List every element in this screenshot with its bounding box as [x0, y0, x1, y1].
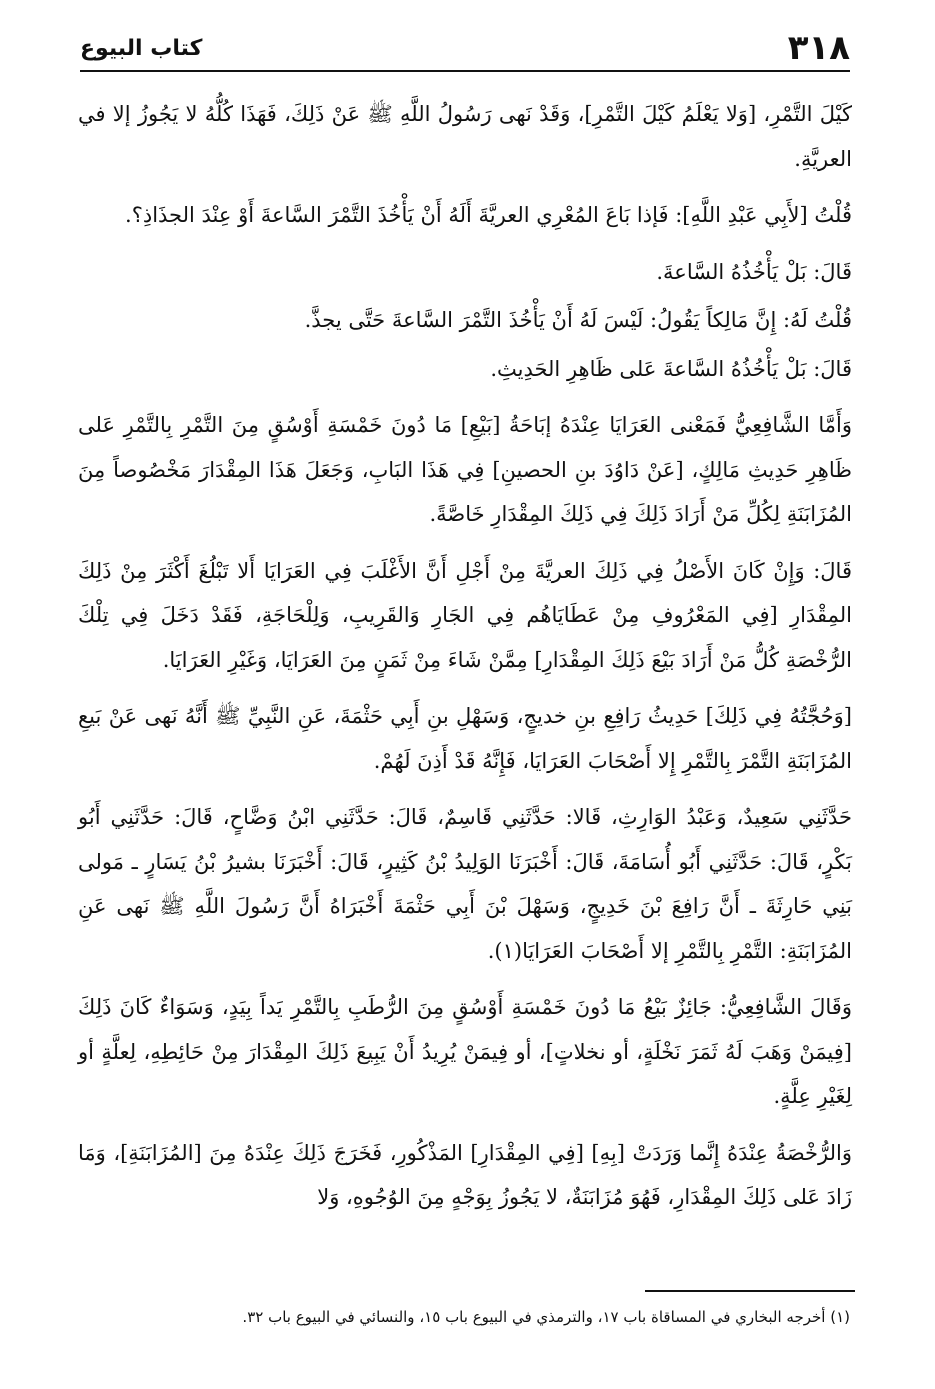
paragraph: حَدَّثَنِي سَعِيدٌ، وَعَبْدُ الوَارِثِ، قَالا: حَدَّثَنِي قَاسِمٌ، قَالَ: حَدَّثَنِي ابْنُ وَضَّاحٍ، قَالَ: حَدَّثَنِي أَبُو بَكْرٍ، قَالَ: حَدَّثَنِي أَبُو أُسَامَةَ، قَالَ: أَخْبَرَنَا الوَلِيدُ بْنُ كَثِيرٍ، قَالَ: أَخْبَرَنَا بشيرُ بْنُ يَسَارٍ ـ مَولى بَنِي حَارِثَةَ ـ أَنَّ رَافِعَ بْنَ خَدِيجٍ، وَسَهْلَ بْنَ أَبِي حَثْمَةَ أَخْبَرَاهُ أَنَّ رَسُولَ اللَّهِ ﷺ نَهى عَنِ المُزَابَنَةِ: التَّمْرِ بِالتَّمْرِ إلا أَصْحَابَ العَرَايَا(١).: [78, 805, 852, 963]
page-header: [80, 26, 850, 72]
paragraph: قُلْتُ لَهُ: إِنَّ مَالِكاً يَقُولُ: لَيْسَ لَهُ أَنْ يَأْخُذَ التَّمْرَ السَّاعةَ حَتَّى يجذَّ.: [304, 308, 852, 332]
paragraph: وَأَمَّا الشَّافِعِيُّ فَمَعْنى العَرَايَا عِنْدَهُ إبَاحَةُ [بَيْعِ] مَا دُونَ خَمْسَةِ أَوْسُقٍ مِنَ التَّمْرِ بِالتَّمْرِ عَلى ظَاهِرِ حَدِيثِ مَالِكٍ، [عَنْ دَاوُدَ بنِ الحصينِ] فِي هَذَا البَابِ، وَجَعَلَ هَذَا المِقْدَارَ مَخْصُوصاً مِنَ المُزَابَنَةِ لِكُلِّ مَنْ أَرَادَ ذَلِكَ فِي ذَلِكَ المِقْدَارِ خَاصَّةً.: [78, 413, 852, 526]
footnote: (١) أخرجه البخاري في المساقاة باب ١٧، والترمذي في البيوع باب ١٥، والنسائي في البيوع باب ٣٢.: [242, 1308, 850, 1326]
paragraph: قَالَ: وَإِنْ كَانَ الأَصْلُ فِي ذَلِكَ العريَّةَ مِنْ أَجْلِ أَنَّ الأَغْلَبَ فِي العَرَايَا أَلا تَبْلُغَ أَكْثَرَ مِنْ ذَلِكَ المِقْدَارِ [فِي المَعْرُوفِ مِنْ عَطَايَاهُم فِي الجَارِ وَالقَرِيبِ، وَلِلْحَاجَةِ، فَقَدْ دَخَلَ فِي تِلْكَ الرُّخْصَةِ كُلُّ مَنْ أَرَادَ بَيْعَ ذَلِكَ المِقْدَارِ] مِمَّنْ شَاءَ مِنْ ثَمَنٍ مِنَ العَرَايَا، وَغَيْرِ العَرَايَا.: [78, 558, 852, 672]
paragraph: [وَحُجَّتُهُ فِي ذَلِكَ] حَدِيثُ رَافِعِ بنِ خديجٍ، وَسَهْلِ بنِ أَبِي حَثْمَةَ، عَنِ النَّبِيِّ ﷺ أَنَّهُ نَهى عَنْ بَيعِ المُزَابَنَةِ التَّمْرَ بِالتَّمْرِ إِلا أَصْحَابَ العَرَايَا، فَإِنَّهُ قَدْ أَذِنَ لَهُمْ.: [78, 704, 852, 773]
main-text: [78, 92, 852, 1232]
page-number: ٣١٨: [787, 28, 850, 68]
running-title: كتاب البيوع: [80, 35, 203, 61]
paragraph: قَالَ: بَلْ يَأْخُذُهُ السَّاعةَ عَلى ظَاهِرِ الحَدِيثِ.: [490, 356, 852, 381]
paragraph: وَالرُّخْصَةُ عِنْدَهُ إِنَّما وَرَدَتْ [بِهِ] [فِي المِقْدَارِ] المَذْكُورِ، فَخَرَجَ ذَلِكَ عِنْدَهُ مِنَ [المُزَابَنَةِ]، وَمَا زَادَ عَلى ذَلِكَ المِقْدَارِ، فَهُوَ مُزَابَنَةٌ، لا يَجُوزُ بِوَجْهٍ مِنَ الوُجُوهِ، وَلا: [78, 1140, 852, 1209]
paragraph: كَيْلَ التَّمْرِ، [وَلا يَعْلَمُ كَيْلَ التَّمْرِ]، وَقَدْ نَهى رَسُولُ اللَّهِ ﷺ عَنْ ذَلِكَ، فَهَذَا كُلُّهُ لا يَجُوزُ إلا في العريَّةِ.: [78, 102, 852, 171]
paragraph: قَالَ: بَلْ يَأْخُذُهُ السَّاعةَ.: [656, 259, 852, 284]
paragraph: قُلْتُ [لأَبِي عَبْدِ اللَّهِ]: فَإذا بَاعَ المُعْرِي العريَّةَ أَلَهُ أَنْ يَأْخُذَ التَّمْرَ السَّاعةَ أَوْ عِنْدَ الجذَاذِ؟.: [125, 203, 852, 227]
paragraph: وَقَالَ الشَّافِعِيُّ: جَائِزٌ بَيْعُ مَا دُونَ خَمْسَةِ أَوْسُقٍ مِنَ الرُّطَبِ بِالتَّمْرِ يَداً بِيَدٍ، وَسَوَاءٌ كَانَ ذَلِكَ [فِيمَنْ وَهَبَ لَهُ ثَمَرَ نَخْلَةٍ، أو نخلاتٍ]، أو فِيمَنْ يُرِيدُ أَنْ يَبِيعَ ذَلِكَ المِقْدَارَ مِنْ حَائِطِهِ، لِعلَّةٍ أو لِغَيْرِ عِلَّةٍ.: [78, 995, 852, 1108]
footnote-divider: [645, 1290, 855, 1292]
